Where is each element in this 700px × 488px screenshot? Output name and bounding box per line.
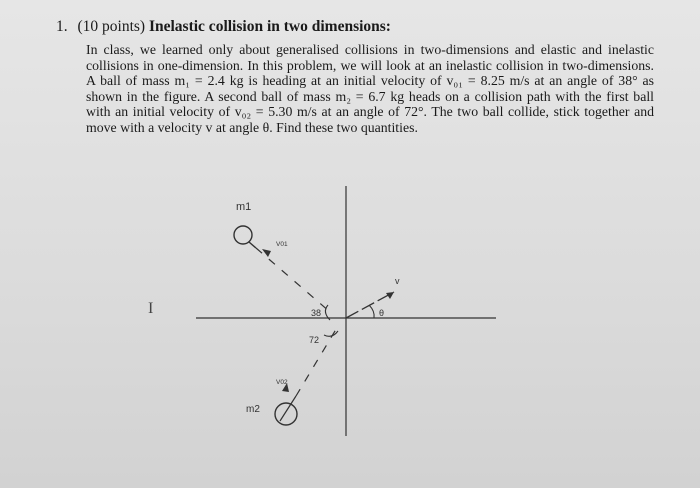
v01-label: V01 <box>276 241 288 248</box>
v02-label: V02 <box>276 379 288 386</box>
problem-text: In class, we learned only about generalised collisions in two-dimensions and elastic and inelastic collisions in one-dimension. In this problem, we will look at an inelastic collision in two-dimensions. A ball of mass m₁ = 2.4 kg is heading at an initial velocity of v₀₁ = 8.25 m/s at an angle of 38° as shown in the figure. A second ball of mass m₂ = 6.7 kg heads on a collision path with the first ball with an initial velocity of v₀₂ = 5.30 m/s at an angle of 72°. The two ball collide, stick together and move with a velocity v at angle θ. Find these two quantities. <box>86 42 654 135</box>
angle-72-arc <box>324 331 338 336</box>
problem-title: Inelastic collision in two dimensions: <box>148 18 391 35</box>
text-cursor: I <box>148 300 154 317</box>
theta-arc <box>369 305 374 318</box>
ball1-tail <box>249 242 256 248</box>
v-label: v <box>395 276 400 286</box>
ball1-path <box>256 248 330 312</box>
angle-38-label: 38 <box>311 308 322 318</box>
problem-number: 1. <box>56 18 68 35</box>
ball1-velocity-arrow <box>262 249 271 257</box>
ball2 <box>275 403 297 425</box>
m2-label: m2 <box>246 404 260 415</box>
final-velocity-vector <box>346 292 394 318</box>
ball2-tail <box>280 396 296 421</box>
theta-label: θ <box>379 308 385 318</box>
angle-72-label: 72 <box>309 335 320 345</box>
m1-label: m1 <box>236 201 252 213</box>
ball1 <box>234 226 252 244</box>
problem-points: (10 points) <box>77 18 146 35</box>
